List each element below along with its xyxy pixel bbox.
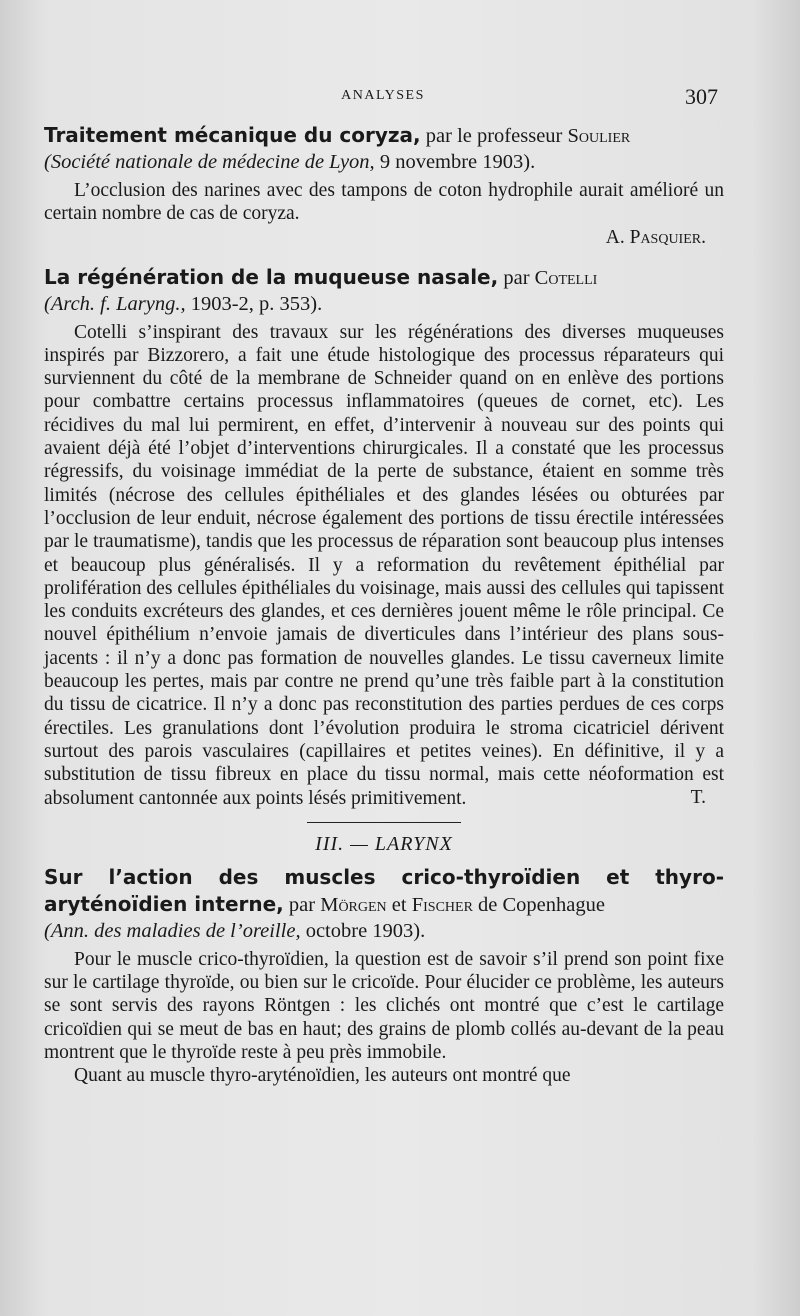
article-paragraph: L’occlusion des narines avec des tampons de coton hydrophile aurait amélioré un certain nombre de cas de coryza.: [44, 180, 724, 225]
section-divider: [307, 822, 461, 823]
article-source: (Arch. f. Laryng.,: [44, 292, 186, 315]
article-author-2: Fischer: [411, 893, 473, 916]
section-heading: III. — LARYNX: [315, 832, 453, 855]
running-head: [48, 84, 718, 112]
article-paragraph: Cotelli s’inspirant des travaux sur les régénérations des diverses muqueuses inspirés par Bizzorero, a fait une étude histologique des processus réparateurs qui surviennent du côté de la membrane de Schneider quand on en enlève des portions pour combattre certains processus inflammatoires (queues de cornet, etc). Les récidives du mal lui permirent, en effet, d’intervenir à nouveau sur des points qui avaient déjà été l’objet d’interventions chirurgicales. Il a constaté que les processus régressifs, du voisinage immédiat de la perte de substance, étaient en somme très limités (nécrose des cellules épithéliales et des glandes lésées ou obturées par l’occlusion de leur enduit, nécrose également des portions de tissu érectile intéressées par le traumatisme), tandis que les processus de réparation sont beaucoup plus intenses et beaucoup plus généralisés. Il y a reformation du revêtement épithélial par prolifération des cellules épithéliales du voisinage, mais aussi des cellules qui tapissent les conduits excréteurs des glandes, et ces dernières jouent même le rôle principal. Ce nouvel épithélium n’envoie jamais de diverticules dans l’intérieur des plans sous-jacents : il n’y a donc pas formation de nouvelles glandes. Le tissu caverneux limite beaucoup les pertes, mais par contre ne prend qu’une très faible part à la constitution du tissu de cicatrice. Il n’y a donc pas reconstitution des parties perdues de ces corps érectiles. Les granulations dont l’évolution produira le stroma cicatriciel dérivent surtout des parois vasculaires (capillaires et petites veines). En définitive, il y a substitution de tissu fibreux en place du tissu normal, mais cette néoformation est absolument cantonnée aux points lésés primitivement.: [44, 321, 724, 809]
page-number: 307: [685, 84, 718, 109]
article-source: (Société nationale de médecine de Lyon,: [44, 151, 375, 173]
article-source: (Ann. des maladies de l’oreille,: [44, 919, 301, 942]
text-column: [44, 122, 724, 1088]
article-coryza: [44, 122, 724, 250]
article-by: par: [498, 266, 535, 289]
article-author: Soulier: [567, 125, 631, 147]
article-date: octobre 1903).: [300, 919, 426, 942]
article-paragraph: Pour le muscle crico-thyroïdien, la question est de savoir s’il prend son point fixe sur le cartilage thyroïde, ou bien sur le cricoïde. Pour élucider ce problème, les auteurs se sont servis des rayons Röntgen : les clichés ont montré que c’est le cartilage cricoïdien qui se meut de bas en haut; des grains de plomb collés au-devant de la peau montrent que le thyroïde reste à peu près immobile.: [44, 948, 724, 1064]
article-and: et: [386, 893, 412, 916]
article-author-1: Mörgen: [320, 893, 387, 916]
article-place: de Copenhague: [472, 893, 605, 916]
article-regeneration: [44, 264, 724, 810]
article-title-block: [44, 864, 724, 944]
article-title: Sur l’action des muscles crico-thyroïdien et thyro-aryténoïdien interne,: [44, 864, 724, 916]
article-title: Traitement mécanique du coryza,: [44, 123, 421, 147]
article-signature: A. Pasquier.: [605, 226, 706, 248]
article-signature: T.: [690, 786, 706, 808]
article-title-block: [44, 122, 724, 175]
article-date: 1903-2, p. 353).: [185, 292, 323, 315]
article-by: par le professeur: [420, 125, 568, 147]
article-title: La régénération de la muqueuse nasale,: [44, 264, 499, 289]
article-larynx: [44, 864, 724, 1088]
article-title-block: [44, 264, 724, 317]
article-by: par: [283, 893, 321, 916]
article-date: 9 novembre 1903).: [374, 151, 536, 173]
article-paragraph: Quant au muscle thyro-aryténoïdien, les auteurs ont montré que: [74, 1065, 571, 1087]
article-author: Cotelli: [534, 266, 598, 289]
running-title: ANALYSES: [341, 88, 425, 103]
